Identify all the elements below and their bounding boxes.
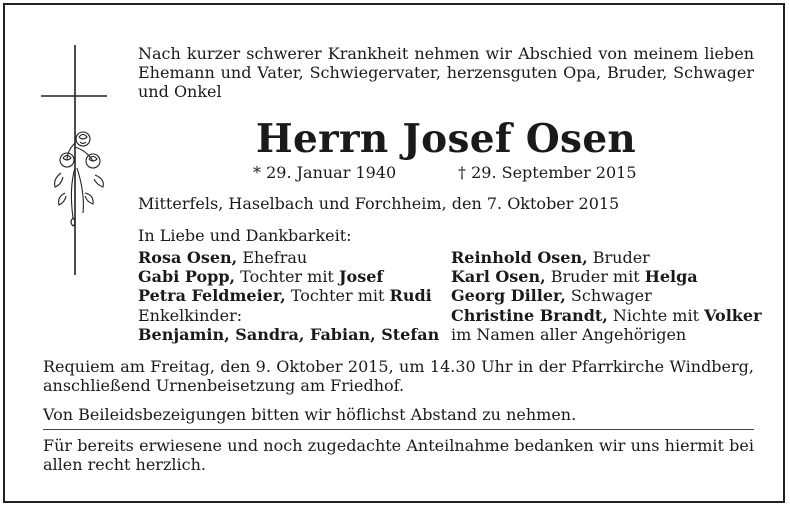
mourner-relation: Nichte mit bbox=[607, 305, 705, 325]
mourner-relation: Bruder mit bbox=[545, 267, 645, 287]
mourner-name: Georg Diller, bbox=[451, 286, 566, 306]
mourner-row bbox=[451, 248, 762, 267]
mourner-row bbox=[138, 325, 439, 344]
closing-text: Für bereits erwiesene und noch zugedachte Anteilnahme bedanken wir uns hiermit bei allen recht herzlich. bbox=[43, 436, 754, 474]
mourner-relation: im Namen aller Angehörigen bbox=[451, 324, 687, 344]
mourner-relation: Tochter mit bbox=[235, 267, 339, 287]
mourner-row bbox=[451, 325, 762, 344]
mourner-name: Christine Brandt, bbox=[451, 305, 608, 325]
mourner-name: Karl Osen, bbox=[451, 267, 546, 287]
deceased-name: Herrn Josef Osen bbox=[255, 116, 637, 162]
mourner-relation: Schwager bbox=[565, 286, 652, 306]
mourner-name: Reinhold Osen, bbox=[451, 248, 588, 267]
mourners-left-column bbox=[138, 248, 439, 344]
obituary-notice bbox=[3, 3, 785, 503]
mourner-name: Rosa Osen, bbox=[138, 248, 238, 267]
cross-with-roses-icon bbox=[37, 43, 117, 275]
mourner-row bbox=[138, 306, 439, 325]
requiem-text: Requiem am Freitag, den 9. Oktober 2015, um 14.30 Uhr in der Pfarrkirche Windberg, anschließend Urnenbeisetzung am Friedhof. bbox=[43, 357, 754, 395]
condolence-text: Von Beileidsbezeigungen bitten wir höflichst Abstand zu nehmen. bbox=[43, 405, 577, 424]
thanks-heading: In Liebe und Dankbarkeit: bbox=[138, 226, 352, 245]
birth-date: * 29. Januar 1940 bbox=[253, 163, 397, 182]
death-date: † 29. September 2015 bbox=[458, 163, 637, 182]
mourner-partner: Rudi bbox=[389, 286, 432, 306]
mourner-row bbox=[451, 306, 762, 325]
mourner-partner: Helga bbox=[644, 267, 698, 287]
mourner-partner: Volker bbox=[704, 305, 762, 325]
intro-text: Nach kurzer schwerer Krankheit nehmen wir Abschied von meinem lieben Ehemann und Vater, Schwiegervater, herzensguten Opa, Bruder, Schwager und Onkel bbox=[138, 44, 754, 101]
mourner-relation: Bruder bbox=[587, 248, 650, 267]
mourner-relation: Tochter mit bbox=[285, 286, 390, 306]
mourner-name: Petra Feldmeier, bbox=[138, 286, 286, 306]
mourner-row bbox=[451, 267, 762, 286]
mourner-row bbox=[138, 286, 439, 305]
mourners-right-column bbox=[451, 248, 762, 344]
mourner-relation: Ehefrau bbox=[237, 248, 308, 267]
mourner-relation: Enkelkinder: bbox=[138, 305, 243, 325]
mourner-row bbox=[138, 267, 439, 286]
mourner-row bbox=[451, 286, 762, 305]
mourner-partner: Josef bbox=[338, 267, 384, 287]
mourner-name: Benjamin, Sandra, Fabian, Stefan bbox=[138, 324, 440, 344]
mourner-row bbox=[138, 248, 439, 267]
place-and-date: Mitterfels, Haselbach und Forchheim, den 7. Oktober 2015 bbox=[138, 194, 620, 213]
divider bbox=[43, 429, 754, 430]
mourner-name: Gabi Popp, bbox=[138, 267, 236, 287]
